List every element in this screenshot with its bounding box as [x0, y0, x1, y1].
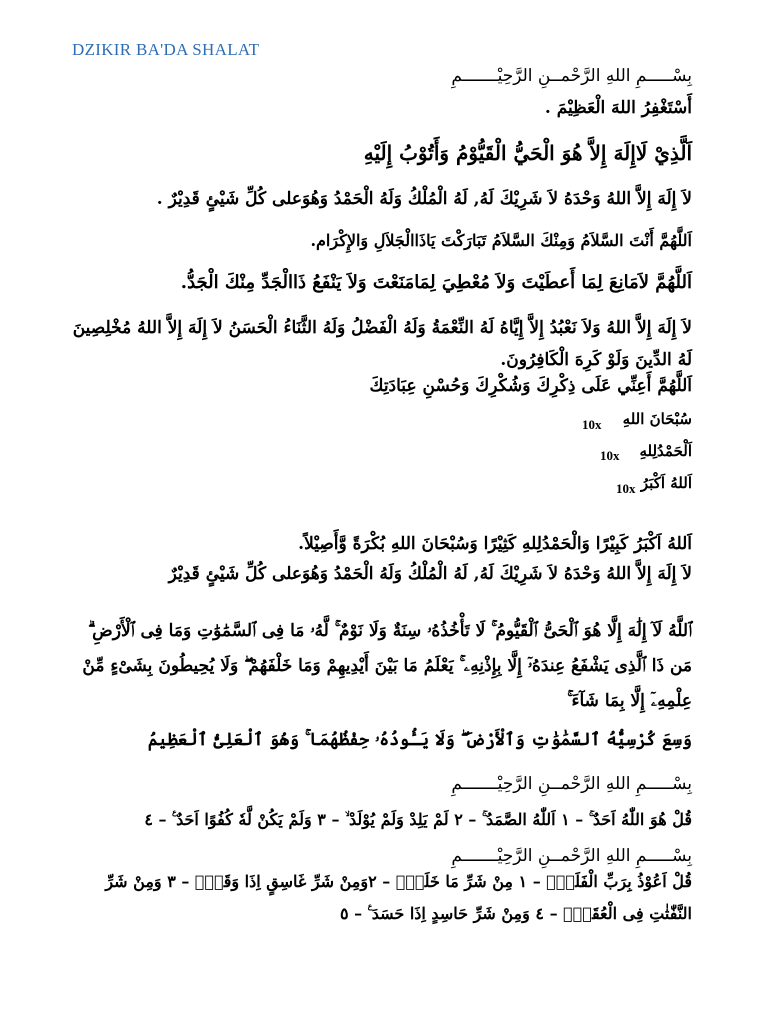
salam-line: اَللَّهُمَّ أَنْتَ السَّلاَمُ وَمِنْكَ السَّلاَمُ تَبَارَكْتَ يَاذَاالْجَلاَلِ وَالإِكْرَام.: [310, 231, 692, 250]
ayat-kursi-end: وَسِعَ كُرْسِيُّهُ ٱلسَّمَٰوَٰتِ وَٱلْأَرْضَ ۖ وَلَا يَـُٔودُهُۥ حِفْظُهُمَا ۚ وَهُوَ ٱلْعَلِىُّ ٱلْعَظِيمُ: [147, 730, 692, 750]
takbir-count: 10x: [616, 481, 636, 496]
tasbih-count: 10x: [582, 417, 602, 432]
ikhlas-tahlil-paragraph: لاَ إِلَهَ إِلاَّ اللهُ وَلاَ نَعْبُدُ إِلاَّ إِيَّاهُ لَهُ النِّعْمَةُ وَلَهُ الْفَضْلُ وَلَهُ الثَّنَاءُ الْحَسَنُ لاَ إِلَهَ إِلاَّ اللهُ مُخْلِصِينَ لَهُ الدِّينَ وَلَوْ كَرِهَ الْكَافِرُونَ.: [72, 318, 692, 371]
basmalah-falaq: بِسْـــــمِ اللهِ الرَّحْمــنِ الرَّحِيْـــــــمِ: [451, 846, 692, 866]
takbir-text: اَللهُ اَكْبَرُ: [640, 474, 692, 492]
mani-line: اَللَّهُمَّ لاَمَانِعَ لِمَا أَعطَيْتَ وَلاَ مُعْطِيَ لِمَامَنَعْتَ وَلاَ يَنْفَعُ ذَاالْجَدِّ مِنْكَ الْجَدُّ.: [180, 272, 692, 293]
istighfar: أَسْتَغْفِرُ اللهَ الْعَظِيْمَ .: [544, 98, 692, 118]
basmalah: بِسْـــــمِ اللهِ الرَّحْمــنِ الرَّحِيْـــــــمِ: [451, 66, 692, 86]
tahlil-repeat-line: لاَ إِلَهَ إِلاَّ اللهُ وَحْدَهُ لاَ شَرِيْكَ لَهُ, لَهُ الْمُلْكُ وَلَهُ الْحَمْدُ وَهُوَعلى كُلِّ شَيْئٍ قَدِيْرٌ: [168, 564, 692, 584]
tawbah-line: اَلَّذِيْ لَاإِلَهَ إِلاَّ هُوَ الْحَيُّ الْقَيُّوْمُ وَأَتُوْبُ إِلَيْهِ: [363, 141, 692, 165]
tahmid-count: 10x: [600, 448, 620, 463]
surah-ikhlas: قُلْ هُوَ اللّٰهُ اَحَدٌ ۚ – ١ اَللّٰهُ الصَّمَدُ ۚ – ٢ لَمْ يَلِدْ وَلَمْ يُوْلَدْ ۙ – ٣ وَلَمْ يَكُنْ لَّهٗ كُفُوًا اَحَدٌ ࣖ – ٤: [144, 810, 692, 829]
tahlil-line: لاَ إِلَهَ إِلاَّ اللهُ وَحْدَهُ لاَ شَرِيْكَ لَهُ, لَهُ الْمُلْكُ وَلَهُ الْحَمْدُ وَهُوَعلى كُلِّ شَيْئٍ قَدِيْرٌ .: [156, 189, 692, 209]
tasbih-text: سُبْحَانَ اللهِ: [622, 410, 692, 428]
ayat-kursi-paragraph: ٱللَّهُ لَآ إِلَٰهَ إِلَّا هُوَ ٱلْحَىُّ ٱلْقَيُّومُ ۚ لَا تَأْخُذُهُۥ سِنَةٌ وَلَا نَوْمٌ ۚ لَّهُۥ مَا فِى ٱلسَّمَٰوَٰتِ وَمَا فِى ٱلْأَرْضِ ۗ مَن ذَا ٱلَّذِى يَشْفَعُ عِندَهُۥٓ إِلَّا بِإِذْنِهِۦ ۚ يَعْلَمُ مَا بَيْنَ أَيْدِيهِمْ وَمَا خَلْفَهُمْ ۖ وَلَا يُحِيطُونَ بِشَىْءٍ مِّنْ عِلْمِهِۦٓ إِلَّا بِمَا شَآءَ ۚ: [82, 621, 692, 711]
takbir-long-line: اَللهُ اَكْبَرُ كَبِيْرًا وَالْحَمْدُلِلهِ كَثِيْرًا وَسُبْحَانَ اللهِ بُكْرَةً وَّأَصِيْلاً.: [298, 534, 692, 554]
document-title: DZIKIR BA'DA SHALAT: [72, 40, 260, 59]
surah-falaq: قُلْ اَعُوْذُ بِرَبِّ الْفَلَقِۙ – ١ مِنْ شَرِّ مَا خَلَقَۙ – ٢وَمِنْ شَرِّ غَاسِقٍ اِذَا وَقَبَۙ – ٣ وَمِنْ شَرِّ النَّفّٰثٰتِ فِى الْعُقَدِۙ – ٤ وَمِنْ شَرِّ حَاسِدٍ اِذَا حَسَدَ ࣖ – ٥: [105, 872, 692, 923]
ainni-line: اَللَّهُمَّ أَعِنِّي عَلَى ذِكْرِكَ وَشُكْرِكَ وَحُسْنِ عِبَادَتِكَ: [369, 376, 692, 396]
basmalah-ikhlas: بِسْـــــمِ اللهِ الرَّحْمــنِ الرَّحِيْـــــــمِ: [451, 774, 692, 794]
tahmid-text: اَلْحَمْدُلِلهِ: [639, 442, 692, 460]
